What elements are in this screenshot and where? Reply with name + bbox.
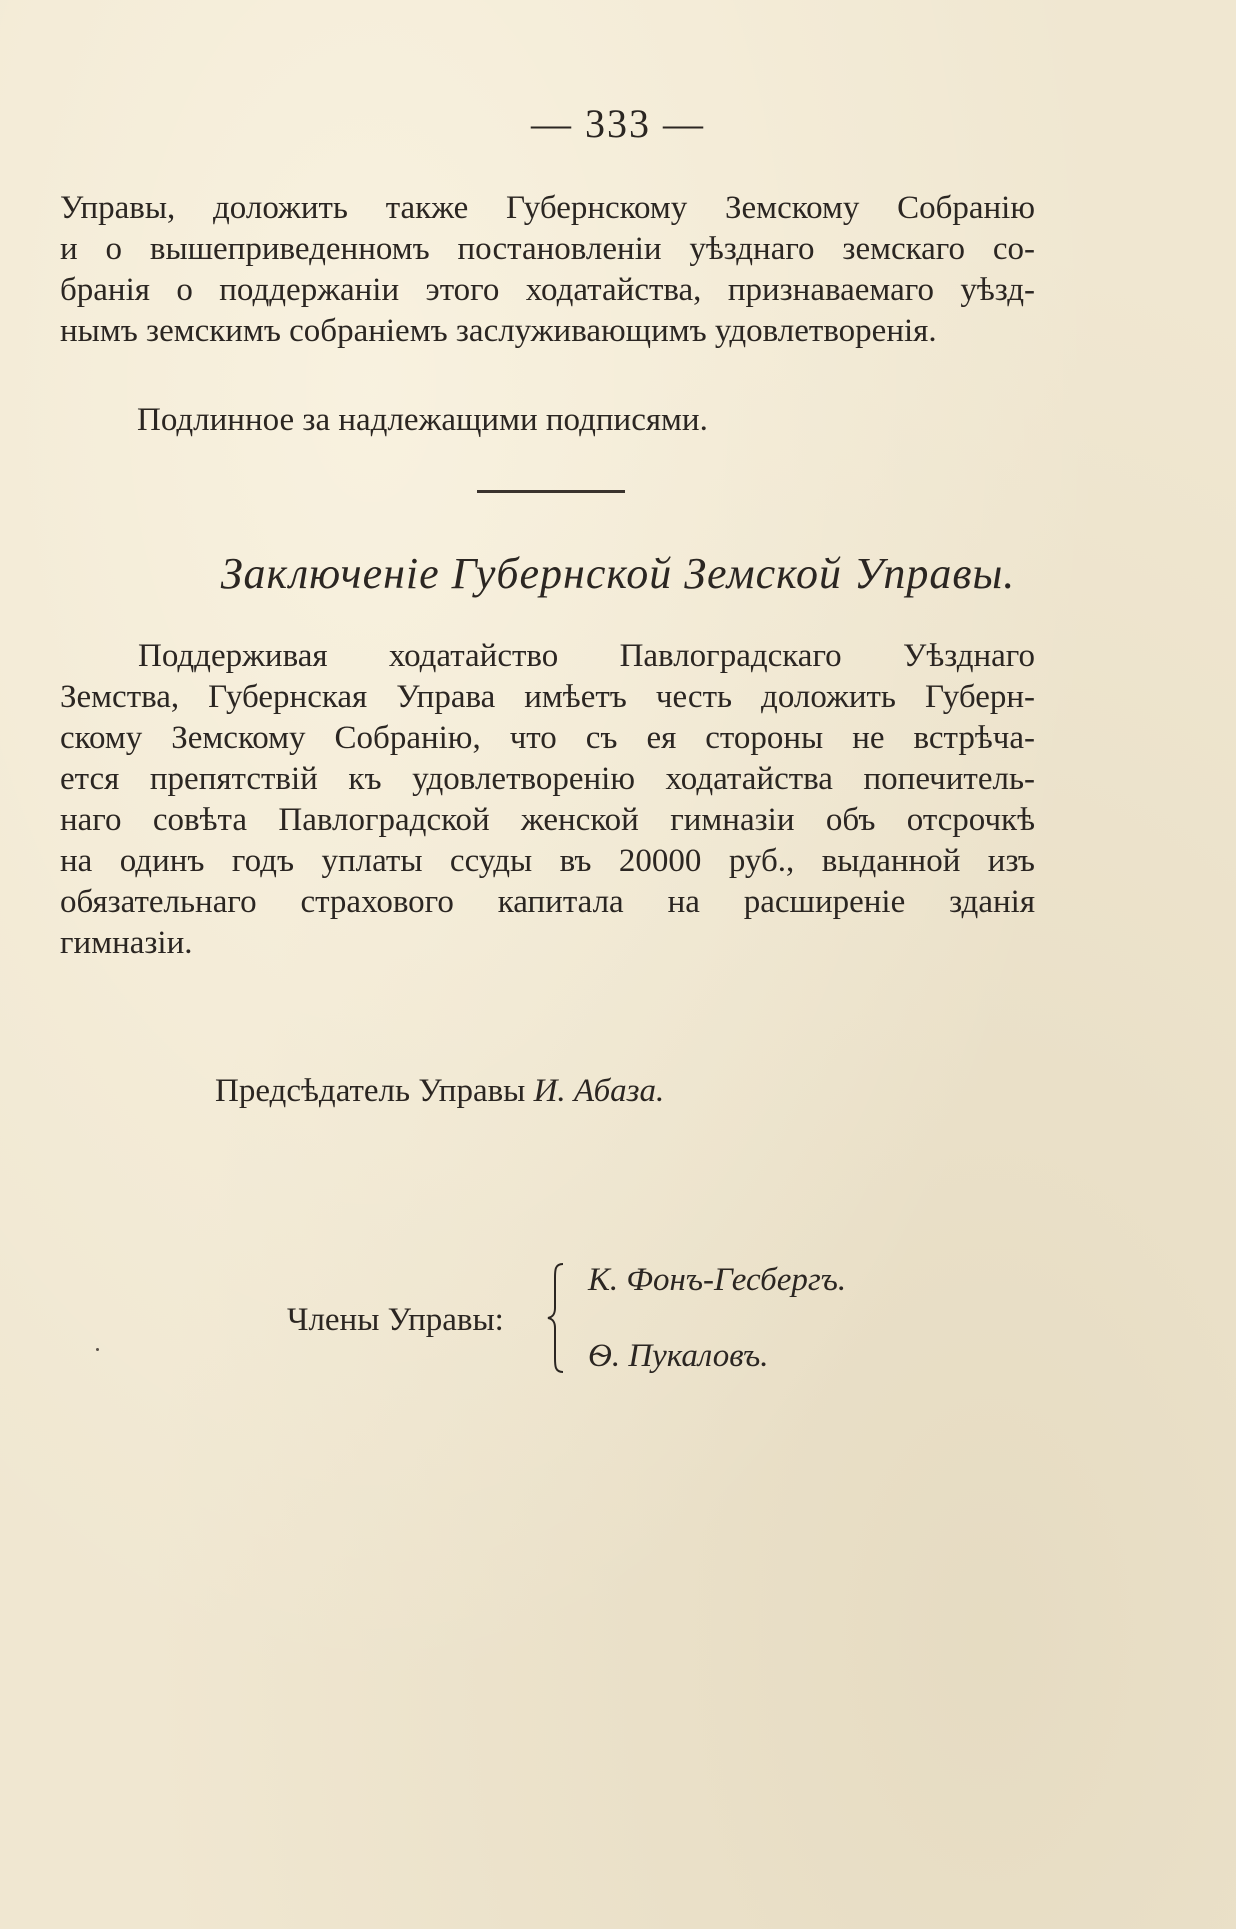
member-name: К. Фонъ-Гесбергъ. xyxy=(588,1262,847,1298)
text-line: нымъ земскимъ собраніемъ заслуживающимъ удовлетворенія. xyxy=(60,313,937,349)
text-line: и о вышеприведенномъ постановленіи уѣзднаго земскаго со- xyxy=(60,231,1035,267)
text-line: обязательнаго страхового капитала на расширеніе зданія xyxy=(60,884,1035,920)
text-line: Поддерживая ходатайство Павлоградскаго Уѣзднаго xyxy=(138,638,1035,674)
text-line: наго совѣта Павлоградской женской гимназіи объ отсрочкѣ xyxy=(60,802,1035,838)
paper-speck xyxy=(96,1348,99,1351)
text-line: на одинъ годъ уплаты ссуды въ 20000 руб., выданной изъ xyxy=(60,843,1035,879)
section-divider xyxy=(477,490,625,493)
paragraph-continuation xyxy=(60,188,1035,352)
text-line: бранія о поддержаніи этого ходатайства, признаваемаго уѣзд- xyxy=(60,272,1035,308)
text-line: скому Земскому Собранію, что съ ея стороны не встрѣча- xyxy=(60,720,1035,756)
section-title: Заключеніе Губернской Земской Управы. xyxy=(220,549,1016,598)
page-number: — 333 — xyxy=(531,101,705,146)
original-signatures-note: Подлинное за надлежащими подписями. xyxy=(137,402,708,438)
chairman-signature xyxy=(215,1073,664,1110)
text-line: Управы, доложить также Губернскому Земскому Собранію xyxy=(60,190,1035,226)
text-line: ется препятствій къ удовлетворенію ходатайства попечитель- xyxy=(60,761,1035,797)
chairman-label: Предсѣдатель Управы xyxy=(215,1073,526,1109)
text-line: Земства, Губернская Управа имѣетъ честь доложить Губерн- xyxy=(60,679,1035,715)
members-label: Члены Управы: xyxy=(287,1302,504,1338)
curly-brace-icon xyxy=(545,1262,567,1374)
text-line: гимназіи. xyxy=(60,925,193,961)
chairman-name: И. Абаза. xyxy=(533,1073,665,1109)
member-name: Ѳ. Пукаловъ. xyxy=(588,1338,769,1374)
paragraph-conclusion xyxy=(60,636,1035,964)
